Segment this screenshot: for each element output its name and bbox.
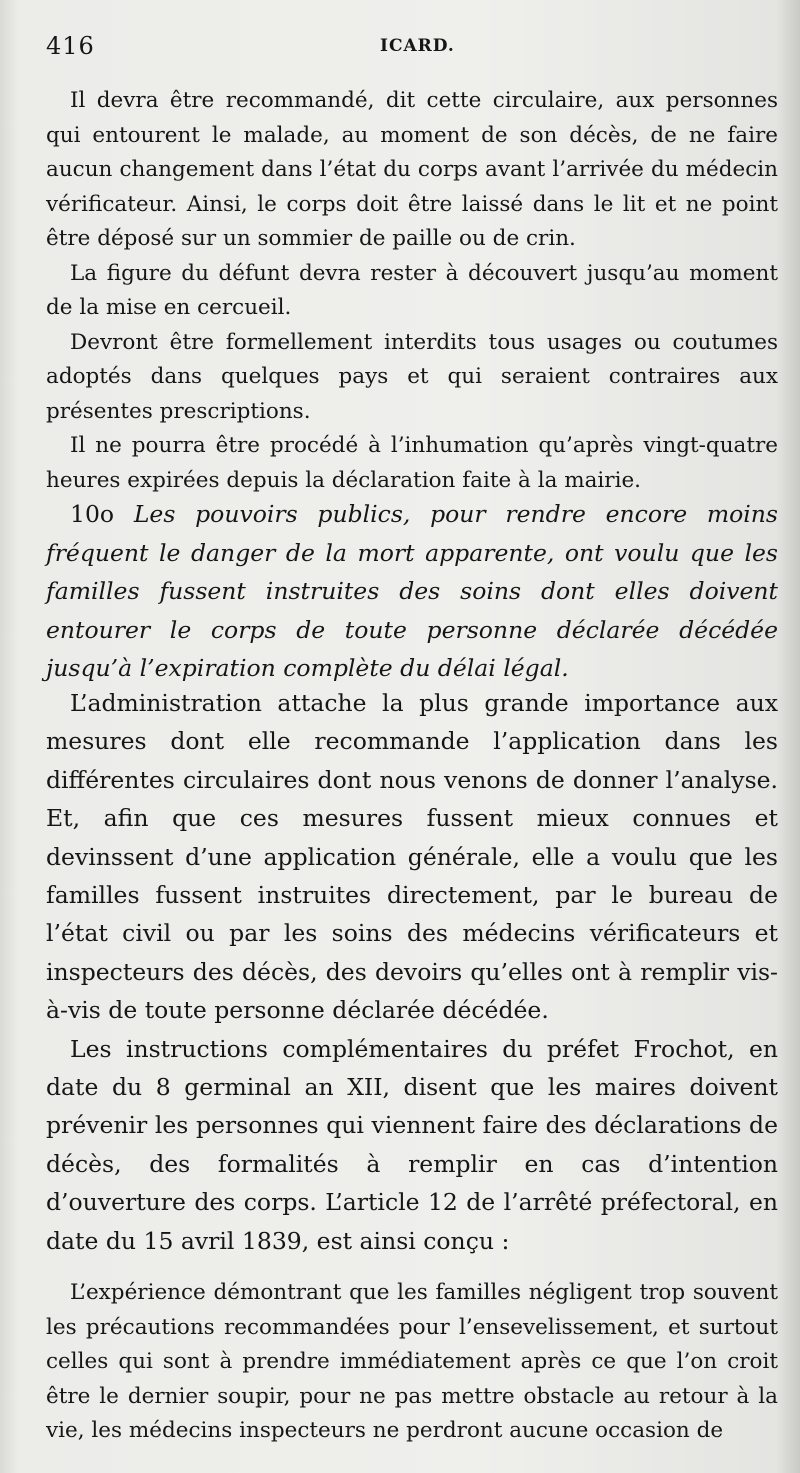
- body-paragraph: Les instructions complémentaires du préfet Frochot, en date du 8 germinal an XII, disent que les maires doivent prévenir les personnes qui viennent faire des déclarations de décès, des formalités à remplir en cas d’intention d’ouverture des corps. L’article 12 de l’arrêté préfectoral, en date du 15 avril 1839, est ainsi conçu :: [46, 1034, 778, 1255]
- quoted-arrete: [46, 1276, 778, 1449]
- page-header: [46, 30, 770, 64]
- main-text: [46, 684, 778, 1260]
- section-italic-text: Les pouvoirs publics, pour rendre encore moins fréquent le danger de la mort apparente, ont voulu que les familles fussent instruites des soins dont elles doivent entourer le corps de toute personne déclarée décédée jusqu’à l’expiration complète du délai légal.: [46, 500, 778, 682]
- section-number: 10o: [70, 500, 115, 528]
- page-number: 416: [46, 32, 95, 60]
- quote-paragraph: Devront être formellement interdits tous usages ou coutumes adoptés dans quelques pays et qui seraient contraires aux présentes prescriptions.: [46, 329, 778, 424]
- quote-paragraph: L’expérience démontrant que les familles négligent trop souvent les précautions recommandées pour l’ensevelissement, et surtout celles qui sont à prendre immédiatement après ce que l’on croit être le dernier soupir, pour ne pas mettre obstacle au retour à la vie, les médecins inspecteurs ne perdront aucune occasion de: [46, 1280, 778, 1443]
- section-10-heading: [46, 495, 778, 688]
- body-paragraph: L’administration attache la plus grande importance aux mesures dont elle recommande l’application dans les différentes circulaires dont nous venons de donner l’analyse. Et, afin que ces mesures fussent mieux connues et devinssent d’une application générale, elle a voulu que les familles fussent instruites directement, par le bureau de l’état civil ou par les soins des médecins vérificateurs et inspecteurs des décès, des devoirs qu’elles ont à remplir vis-à-vis de toute personne déclarée décédée.: [46, 689, 778, 1025]
- section-10-paragraph: [46, 495, 778, 688]
- running-head: ICARD.: [380, 36, 455, 56]
- quote-paragraph: La figure du défunt devra rester à découvert jusqu’au moment de la mise en cercueil.: [46, 260, 778, 320]
- quote-paragraph: Il ne pourra être procédé à l’inhumation qu’après vingt-quatre heures expirées depuis la déclaration faite à la mairie.: [46, 433, 778, 493]
- quote-paragraph: Il devra être recommandé, dit cette circulaire, aux personnes qui entourent le malade, au moment de son décès, de ne faire aucun changement dans l’état du corps avant l’arrivée du médecin vérificateur. Ainsi, le corps doit être laissé dans le lit et ne point être déposé sur un sommier de paille ou de crin.: [46, 88, 778, 251]
- quoted-circular: [46, 84, 778, 498]
